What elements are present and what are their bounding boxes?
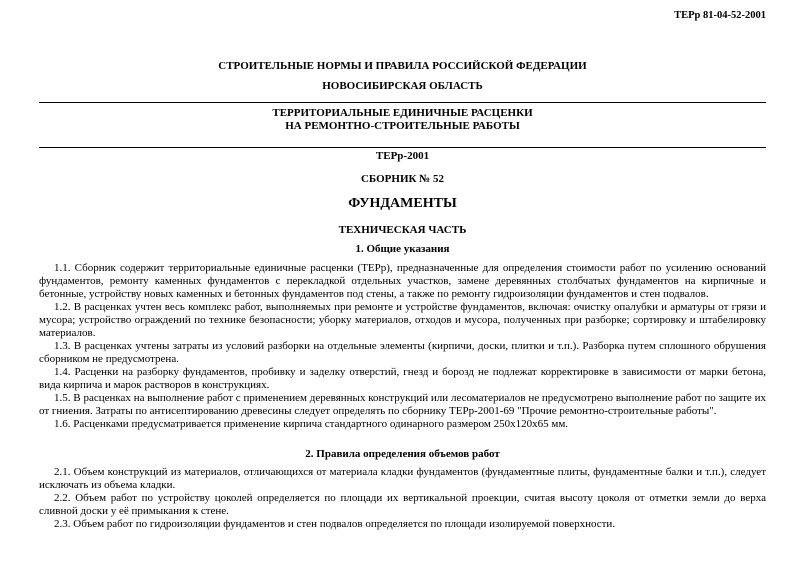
paragraph: 2.3. Объем работ по гидроизоляции фундаментов и стен подвалов определяется по площади изолируемой поверхности. (54, 518, 616, 530)
paragraph: 1.2. В расценках учтен весь комплекс работ, выполняемых при ремонте и устройстве фундаментов, включая: очистку опалубки и арматуры от грязи и мусора; устройство ограждений по технике безопасности; уборку материалов, отходов и мусора, полученных при разборке; сортировку и штабелировку материалов. (39, 301, 766, 339)
paragraph: 2.2. Объем работ по устройству цоколей определяется по площади их вертикальной проекции, считая высоту цоколя от отметки земли до верха сливной доски у её примыкания к стене. (39, 492, 766, 517)
document-title-line2: НА РЕМОНТНО-СТРОИТЕЛЬНЫЕ РАБОТЫ (285, 120, 520, 132)
ter-code: ТЕРр-2001 (375, 150, 430, 162)
document-code: ТЕРр 81-04-52-2001 (674, 10, 766, 21)
paragraph: 1.6. Расценками предусматривается применение кирпича стандартного одинарного размером 250х120х65 мм. (54, 418, 569, 430)
paragraph: 1.3. В расценках учтены затраты из условий разборки на отдельные элементы (кирпичи, доски, плитки и т.п.). Разборка путем сплошного обрушения сборником не предусмотрена. (39, 340, 766, 365)
part-title: ТЕХНИЧЕСКАЯ ЧАСТЬ (338, 224, 467, 236)
paragraph: 2.1. Объем конструкций из материалов, отличающихся от материала кладки фундаментов (фундаментные плиты, фундаментные балки и т.п.), следует исключать из объема кладки. (39, 466, 766, 491)
region-title: НОВОСИБИРСКАЯ ОБЛАСТЬ (322, 80, 483, 92)
document-title (39, 107, 766, 133)
divider-top (39, 102, 766, 103)
paragraph: 1.4. Расценки на разборку фундаментов, пробивку и заделку отверстий, гнезд и борозд не подлежат корректировке в зависимости от марки бетона, вида кирпича и марок растворов в конструкциях. (39, 366, 766, 391)
section-heading: 2. Правила определения объемов работ (305, 448, 500, 460)
paragraph: 1.1. Сборник содержит территориальные единичные расценки (ТЕРр), предназначенные для определения стоимости работ по усилению оснований фундаментов, ремонту каменных фундаментов с перекладкой отдельных участков, замене деревянных столбчатых фундаментов на кирпичные и бетонные, устройству новых каменных и бетонных фундаментов под стены, а также по ремонту гидроизоляции фундаментов и стен подвалов. (39, 262, 766, 300)
collection-number: СБОРНИК № 52 (360, 173, 445, 185)
paragraph: 1.5. В расценках на выполнение работ с применением деревянных конструкций или лесоматериалов не предусмотрено выполнение работ по защите их от гниения. Затраты по антисептированию древесины следует определять по сборнику ТЕРр-2001-69 "Прочие ремонтно-строительные работы". (39, 392, 766, 417)
section-body (39, 262, 766, 431)
divider-bottom (39, 147, 766, 148)
section-heading: 1. Общие указания (355, 243, 450, 255)
snip-title: СТРОИТЕЛЬНЫЕ НОРМЫ И ПРАВИЛА РОССИЙСКОЙ ФЕДЕРАЦИИ (218, 60, 587, 72)
section-body (39, 466, 766, 531)
collection-name: ФУНДАМЕНТЫ (348, 196, 457, 211)
document-title-line1: ТЕРРИТОРИАЛЬНЫЕ ЕДИНИЧНЫЕ РАСЦЕНКИ (272, 107, 533, 119)
